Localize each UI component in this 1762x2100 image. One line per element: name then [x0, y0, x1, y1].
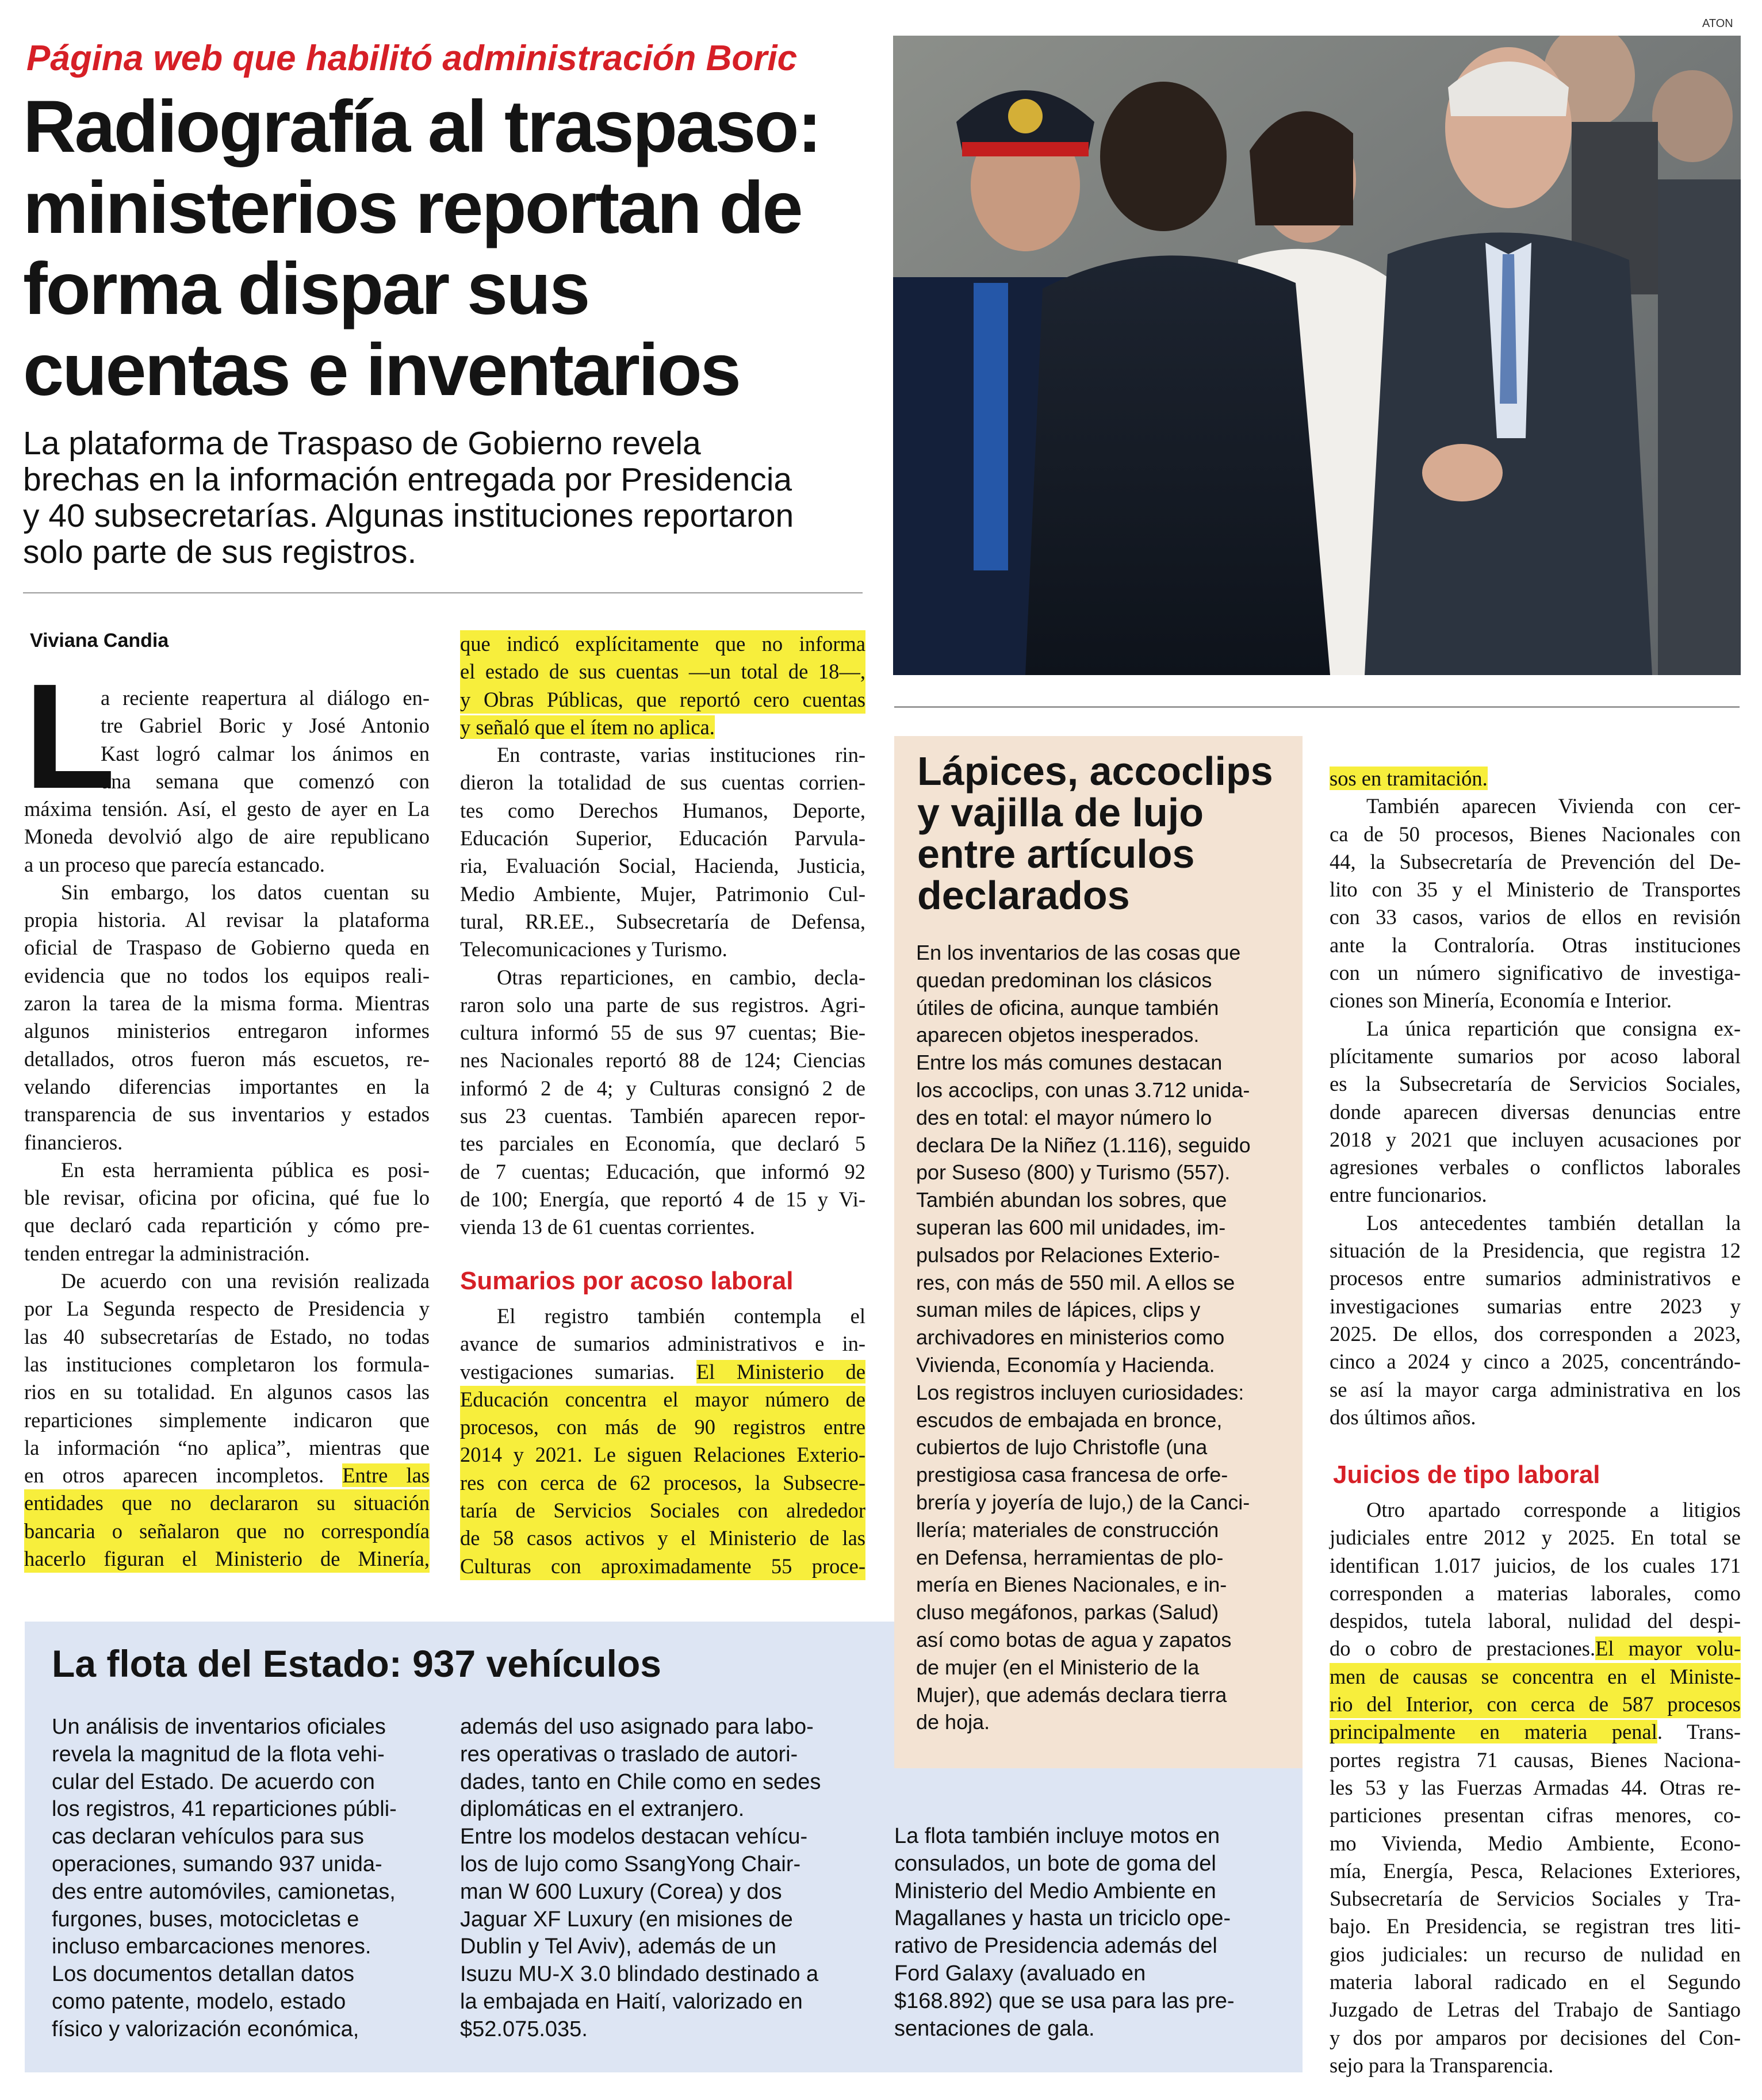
text-line: Telecomunicaciones y Turismo. [460, 937, 727, 961]
text-line: ciones son Minería, Economía e Interior. [1330, 988, 1672, 1013]
text-line: 2025. De ellos, dos corresponden a 2023, [1330, 1321, 1741, 1346]
highlighted-text: sos en tramitación. [1330, 767, 1488, 790]
text-line: dieron la totalidad de sus cuentas corrien- [460, 771, 865, 795]
text-line: rativo de Presidencia además del [894, 1934, 1217, 1959]
text-line: a un proceso que parecía estancado. [24, 852, 325, 876]
text-line: la embajada en Haití, valorizado en [460, 1989, 803, 2014]
text-line: declara De la Niñez (1.116), seguido [916, 1133, 1251, 1157]
highlighted-text: principalmente en materia penal [1330, 1720, 1657, 1744]
text-line: a reciente reapertura al diálogo en- [101, 686, 430, 710]
text-line: físico y valorización económica, [52, 2017, 359, 2041]
text-line [24, 1462, 430, 1489]
text-line: El registro también contempla el [497, 1304, 865, 1328]
text-line: res operativas o traslado de autori- [460, 1742, 798, 1766]
text-line: entre funcionarios. [1330, 1183, 1487, 1207]
text-line: $52.075.035. [460, 2017, 588, 2041]
text-line: como patente, modelo, estado [52, 1989, 346, 2014]
text-line: cular del Estado. De acuerdo con [52, 1769, 375, 1794]
text-line: cinco a 2024 y cinco a 2025, concentrándo- [1330, 1350, 1741, 1374]
highlighted-text: men de causas se concentra en el Ministe- [1330, 1663, 1741, 1691]
text-line: lito con 35 y el Ministerio de Transportes [1330, 877, 1741, 902]
text-line: donde aparecen diversas denuncias entre [1330, 1099, 1741, 1124]
text-line: cultura informó 55 de sus 97 cuentas; Bie- [460, 1021, 865, 1045]
text-line: suman miles de lápices, clips y [916, 1298, 1201, 1322]
deck [23, 426, 868, 570]
text-line: Dublin y Tel Aviv), además de un [460, 1934, 776, 1959]
text-line: oficial de Traspaso de Gobierno queda en [24, 936, 430, 960]
highlighted-text: Entre las [342, 1463, 430, 1488]
text-line: sejo para la Transparencia. [1330, 2053, 1554, 2077]
highlighted-text: 2014 y 2021. Le siguen Relaciones Exterio- [460, 1441, 865, 1469]
text-line: En esta herramienta pública es posi- [61, 1158, 430, 1182]
text-line: archivadores en ministerios como [916, 1325, 1225, 1350]
text-run: vestigaciones sumarias. [460, 1359, 696, 1384]
title-line: Lápices, accoclips [917, 749, 1273, 794]
text-line: además del uso asignado para labo- [460, 1715, 814, 1739]
text-line: Moneda devolvió algo de aire republicano [24, 825, 430, 849]
text-line: raron solo una parte de sus registros. Agri- [460, 992, 865, 1017]
text-line: Un análisis de inventarios oficiales [52, 1715, 386, 1739]
text-line: Educación Superior, Educación Parvula- [460, 826, 865, 850]
fleet-col3 [894, 1823, 1303, 2042]
text-line: investigaciones sumarias entre 2023 y [1330, 1294, 1741, 1318]
byline: Viviana Candia [30, 630, 169, 652]
text-line: materia laboral radicado en el Segundo [1330, 1970, 1741, 1994]
text-line: ble revisar, oficina por oficina, qué fue lo [24, 1186, 430, 1210]
highlighted-text: rio del Interior, con cerca de 587 procesos [1330, 1691, 1741, 1718]
highlighted-text: Culturas con aproximadamente 55 proce- [460, 1553, 865, 1580]
text-line: informó 2 de 4; y Culturas consignó 2 de [460, 1076, 865, 1100]
text-line: vienda 13 de 61 cuentas corrientes. [460, 1215, 755, 1239]
text-line: cluso megáfonos, parkas (Salud) [916, 1600, 1219, 1624]
text-line: Otras reparticiones, en cambio, decla- [497, 965, 865, 989]
text-line: escudos de embajada en bronce, [916, 1408, 1223, 1432]
text-run: do o cobro de prestaciones. [1330, 1637, 1596, 1661]
text-line: incluso embarcaciones menores. [52, 1934, 371, 1959]
text-line: Los antecedentes también detallan la [1366, 1210, 1741, 1235]
text-line: furgones, buses, motocicletas e [52, 1907, 359, 1932]
text-line: des entre automóviles, camionetas, [52, 1879, 396, 1904]
text-line: con un número significativo de investiga- [1330, 961, 1741, 985]
highlighted-text: Educación concentra el mayor número de [460, 1386, 865, 1413]
photo-credit: ATON [1702, 17, 1733, 30]
text-line: man W 600 Luxury (Corea) y dos [460, 1879, 782, 1904]
text-line: los registros, 41 reparticiones públi- [52, 1797, 397, 1822]
text-line: nes Nacionales reportó 88 de 124; Ciencias [460, 1048, 865, 1072]
text-line: cas declaran vehículos para sus [52, 1825, 364, 1849]
text-line: tes como Derechos Humanos, Deporte, [460, 798, 865, 822]
text-line: de 100; Energía, que reportó 4 de 15 y Vi- [460, 1187, 865, 1211]
headline-line: ministerios reportan de [23, 167, 802, 249]
text-line: bajo. En Presidencia, se registran tres liti- [1330, 1914, 1741, 1938]
text-line: La flota también incluye motos en [894, 1824, 1220, 1848]
kicker: Página web que habilitó administración Boric [26, 39, 798, 78]
highlighted-text: El Ministerio de [696, 1359, 865, 1384]
text-line: algunos ministerios entregaron informes [24, 1019, 430, 1043]
text-line: Otro apartado corresponde a litigios [1366, 1498, 1741, 1522]
text-line [1330, 765, 1741, 792]
text-line: gios judiciales: un recurso de nulidad en [1330, 1942, 1741, 1966]
text-line: De acuerdo con una revisión realizada [61, 1269, 430, 1293]
divider [894, 706, 1740, 708]
text-line: portes registra 71 causas, Bienes Naciona- [1330, 1748, 1741, 1772]
text-line: una semana que comenzó con [101, 769, 430, 793]
text-line: y dos por amparos por decisiones del Con- [1330, 2025, 1741, 2049]
highlighted-text: El mayor volu- [1595, 1637, 1741, 1661]
text-line: Ford Galaxy (avaluado en [894, 1961, 1146, 1986]
text-line: las instituciones completaron los formula- [24, 1352, 430, 1376]
text-line: con 33 casos, varios de ellos en revisión [1330, 905, 1741, 929]
text-line: máxima tensión. Así, el gesto de ayer en La [24, 797, 430, 821]
text-line: financieros. [24, 1130, 123, 1154]
article-col2-lower [460, 1302, 865, 1580]
text-line: consulados, un bote de goma del [894, 1851, 1216, 1876]
text-line: revela la magnitud de la flota vehi- [52, 1742, 385, 1766]
text-line: plícitamente sumarios por acoso laboral [1330, 1044, 1741, 1068]
text-line: operaciones, sumando 937 unida- [52, 1852, 382, 1876]
fleet-col1 [52, 1714, 431, 2044]
text-line: $168.892) que se usa para las pre- [894, 1988, 1235, 2013]
text-line: sus 23 cuentas. También aparecen repor- [460, 1104, 865, 1128]
highlighted-text: hacerlo figuran el Ministerio de Minería, [24, 1545, 430, 1573]
text-line: ante la Contraloría. Otras instituciones [1330, 933, 1741, 957]
text-line: tenden entregar la administración. [24, 1241, 310, 1265]
text-line: En los inventarios de las cosas que [916, 941, 1241, 964]
text-line: de hoja. [916, 1710, 990, 1734]
text-line: judiciales entre 2012 y 2025. En total se [1330, 1526, 1741, 1550]
headline [23, 86, 868, 411]
highlighted-text: y Obras Públicas, que reportó cero cuentas [460, 686, 865, 714]
text-line: rios en su totalidad. En algunos casos las [24, 1380, 430, 1404]
text-line: tes parciales en Economía, que declaró 5 [460, 1132, 865, 1156]
text-line: las 40 subsecretarías de Estado, no todas [24, 1324, 430, 1348]
text-line: así como botas de agua y zapatos [916, 1627, 1232, 1651]
text-line: mería en Bienes Nacionales, e in- [916, 1573, 1227, 1597]
headline-line: cuentas e inventarios [23, 329, 740, 411]
text-line: evidencia que no todos los equipos reali- [24, 963, 430, 987]
deck-line: La plataforma de Traspaso de Gobierno revela [23, 425, 701, 462]
headline-line: forma dispar sus [23, 248, 589, 330]
text-run: en otros aparecen incompletos. [24, 1463, 343, 1488]
inventory-box-body [916, 939, 1290, 1736]
text-line: 44, la Subsecretaría de Prevención del De- [1330, 849, 1741, 873]
text-line: detallados, otros fueron más escuetos, re- [24, 1047, 430, 1071]
text-line: En contraste, varias instituciones rin- [497, 743, 865, 767]
text-line: prestigiosa casa francesa de orfe- [916, 1463, 1228, 1487]
inventory-box-title [917, 750, 1297, 916]
deck-line: y 40 subsecretarías. Algunas instituciones reportaron [23, 497, 794, 534]
text-line: les 53 y las Fuerzas Armadas 44. Otras re- [1330, 1775, 1741, 1799]
text-line: zaron la tarea de la misma forma. Mientras [24, 991, 430, 1015]
text-line: despidos, tutela laboral, nulidad del despi- [1330, 1609, 1741, 1633]
text-line: llería; materiales de construcción [916, 1517, 1219, 1542]
text-line: res, con más de 550 mil. A ellos se [916, 1270, 1235, 1294]
divider [23, 592, 863, 593]
text-line: dades, tanto en Chile como en sedes [460, 1769, 821, 1794]
text-line [460, 714, 865, 741]
text-line: Vivienda, Economía y Hacienda. [916, 1352, 1215, 1377]
text-line: Entre los más comunes destacan [916, 1051, 1223, 1075]
highlighted-text: el estado de sus cuentas —un total de 18—, [460, 658, 865, 685]
article-col1 [24, 795, 430, 1573]
text-line: diplomáticas en el extranjero. [460, 1797, 745, 1822]
dropcap: L [24, 653, 116, 820]
text-line [1330, 1635, 1741, 1662]
text-line: ca de 50 procesos, Bienes Nacionales con [1330, 822, 1741, 846]
title-line: declarados [917, 873, 1130, 918]
fleet-col2 [460, 1714, 863, 2044]
text-line: Magallanes y hasta un triciclo ope- [894, 1906, 1231, 1931]
text-line: propia historia. Al revisar la plataforma [24, 908, 430, 932]
highlighted-text: de 58 casos activos y el Ministerio de las [460, 1524, 865, 1552]
text-line: por La Segunda respecto de Presidencia y [24, 1297, 430, 1321]
text-line: Isuzu MU-X 3.0 blindado destinado a [460, 1962, 819, 1987]
text-line: quedan predominan los clásicos [916, 968, 1212, 992]
text-line: por Suseso (800) y Turismo (557). [916, 1160, 1231, 1185]
text-line: Ministerio del Medio Ambiente en [894, 1879, 1216, 1903]
text-line: Entre los modelos destacan vehícu- [460, 1825, 808, 1849]
text-line [460, 1358, 865, 1386]
text-line: reparticiones simplemente indicaron que [24, 1408, 430, 1432]
text-line: se así la mayor carga administrativa en los [1330, 1377, 1741, 1401]
text-line: mo Vivienda, Medio Ambiente, Econo- [1330, 1831, 1741, 1855]
highlighted-text: taría de Servicios Sociales con alrededor [460, 1497, 865, 1524]
text-line: Mujer), que además declara tierra [916, 1683, 1227, 1707]
text-line: 2018 y 2021 que incluyen acusaciones por [1330, 1127, 1741, 1151]
highlighted-text: entidades que no declararon su situación [24, 1489, 430, 1517]
text-line: Sin embargo, los datos cuentan su [61, 880, 430, 904]
text-line: También aparecen Vivienda con cer- [1366, 794, 1741, 818]
text-line: Los registros incluyen curiosidades: [916, 1380, 1244, 1404]
highlighted-text: y señaló que el ítem no aplica. [460, 715, 715, 739]
subhead-juicios: Juicios de tipo laboral [1333, 1461, 1600, 1489]
text-line: velando diferencias importantes en la [24, 1074, 430, 1098]
deck-line: solo parte de sus registros. [23, 534, 417, 570]
text-line: particiones presentan cifras menores, co- [1330, 1803, 1741, 1827]
text-line: de 7 cuentas; Educación, que informó 92 [460, 1159, 865, 1183]
text-line: los de lujo como SsangYong Chair- [460, 1852, 801, 1876]
article-col4 [1330, 765, 1741, 1431]
text-line: los accoclips, con unas 3.712 unida- [916, 1078, 1250, 1102]
text-line: dos últimos años. [1330, 1405, 1476, 1429]
text-line: tre Gabriel Boric y José Antonio [101, 714, 430, 738]
news-photo [893, 36, 1741, 675]
text-line: tural, RR.EE., Subsecretaría de Defensa, [460, 909, 865, 933]
text-line: es la Subsecretaría de Servicios Sociales, [1330, 1072, 1741, 1096]
text-line: También abundan los sobres, que [916, 1188, 1227, 1212]
text-line: Medio Ambiente, Mujer, Patrimonio Cul- [460, 882, 865, 906]
text-line: brería y joyería de lujo,) de la Canci- [916, 1490, 1250, 1514]
highlighted-text: bancaria o señalaron que no correspondía [24, 1517, 430, 1545]
text-line: identifican 1.017 juicios, de los cuales 171 [1330, 1553, 1741, 1577]
highlighted-text: procesos, con más de 90 registros entre [460, 1413, 865, 1441]
text-line [1330, 1718, 1741, 1746]
text-run: . Trans- [1657, 1720, 1741, 1744]
fleet-box-title: La flota del Estado: 937 vehículos [52, 1642, 661, 1685]
text-line: Subsecretaría de Servicios Sociales y Tra- [1330, 1887, 1741, 1911]
text-line: avance de sumarios administrativos e in- [460, 1332, 865, 1356]
deck-line: brechas en la información entregada por Presidencia [23, 461, 792, 498]
text-line: de mujer (en el Ministerio de la [916, 1655, 1200, 1679]
text-line: sentaciones de gala. [894, 2016, 1095, 2041]
title-line: y vajilla de lujo [917, 790, 1204, 835]
text-line: en Defensa, herramientas de plo- [916, 1545, 1224, 1569]
text-line: Los documentos detallan datos [52, 1962, 355, 1987]
text-line: útiles de oficina, aunque también [916, 995, 1219, 1020]
text-line: cubiertos de lujo Christofle (una [916, 1435, 1208, 1459]
text-line: ria, Evaluación Social, Hacienda, Justicia, [460, 854, 865, 878]
highlighted-text: res con cerca de 62 procesos, la Subsecre- [460, 1469, 865, 1497]
text-line: la información “no aplica”, mientras que [24, 1435, 430, 1459]
title-line: entre artículos [917, 831, 1195, 876]
article-col4-lower [1330, 1496, 1741, 2079]
text-line: mía, Energía, Pesca, Relaciones Exteriores, [1330, 1858, 1741, 1883]
text-line: Juzgado de Letras del Trabajo de Santiago [1330, 1998, 1741, 2022]
text-line: transparencia de sus inventarios y estados [24, 1102, 430, 1126]
text-line: pulsados por Relaciones Exterio- [916, 1243, 1220, 1267]
text-line: agresiones verbales o conflictos laborales [1330, 1155, 1741, 1179]
text-line: corresponden a materias laborales, como [1330, 1581, 1741, 1605]
text-line: situación de la Presidencia, que registra 12 [1330, 1239, 1741, 1263]
text-line: superan las 600 mil unidades, im- [916, 1215, 1226, 1239]
article-col2 [460, 630, 865, 1241]
text-line: que declaró cada repartición y cómo pre- [24, 1213, 430, 1237]
text-line: La única repartición que consigna ex- [1366, 1016, 1741, 1040]
highlighted-text: que indicó explícitamente que no informa [460, 630, 865, 658]
headline-line: Radiografía al traspaso: [23, 86, 821, 168]
text-line: Kast logró calmar los ánimos en [101, 741, 430, 765]
article-col1-drop [101, 684, 430, 795]
text-line: procesos entre sumarios administrativos e [1330, 1266, 1741, 1290]
text-line: Jaguar XF Luxury (en misiones de [460, 1907, 793, 1932]
text-line: des en total: el mayor número lo [916, 1105, 1212, 1129]
subhead-sumarios: Sumarios por acoso laboral [460, 1267, 794, 1295]
text-line: aparecen objetos inesperados. [916, 1023, 1200, 1047]
